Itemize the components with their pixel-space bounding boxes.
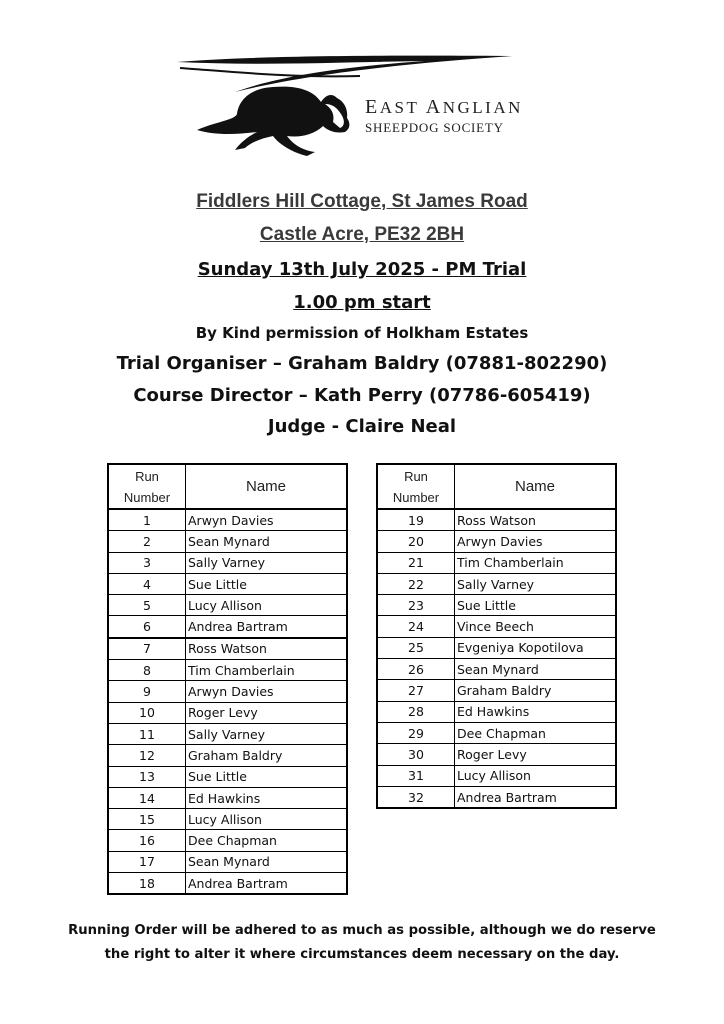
handler-name-cell: Vince Beech [455, 616, 617, 637]
handler-name-cell: Ed Hawkins [186, 787, 348, 808]
handler-name-cell: Arwyn Davies [186, 509, 348, 531]
handler-name-cell: Arwyn Davies [455, 531, 617, 552]
table-row [377, 722, 616, 743]
table-row [377, 765, 616, 786]
run-number-cell: 6 [108, 616, 186, 638]
table-row [377, 595, 616, 616]
permission-note: By Kind permission of Holkham Estates [195, 324, 529, 342]
handler-name-cell: Andrea Bartram [186, 873, 348, 895]
run-number-cell: 29 [377, 722, 455, 743]
handler-name-cell: Sally Varney [455, 573, 617, 594]
run-number-cell: 14 [108, 787, 186, 808]
running-order-table-left [107, 463, 348, 895]
table-row [108, 809, 347, 830]
table-row [108, 531, 347, 552]
table-row [377, 701, 616, 722]
footer-line2: the right to alter it where circumstances deem necessary on the day. [104, 947, 620, 962]
logo-title: EAST ANGLIAN [365, 96, 523, 118]
table-row [377, 509, 616, 531]
run-number-cell: 26 [377, 659, 455, 680]
handler-name-cell: Sean Mynard [186, 851, 348, 872]
run-number-cell: 24 [377, 616, 455, 637]
table-row [108, 681, 347, 702]
handler-name-cell: Ross Watson [186, 638, 348, 660]
table-row [108, 787, 347, 808]
handler-name-cell: Andrea Bartram [186, 616, 348, 638]
run-number-cell: 3 [108, 552, 186, 573]
handler-name-cell: Graham Baldry [455, 680, 617, 701]
venue-address-line2: Castle Acre, PE32 2BH [259, 224, 465, 245]
run-number-cell: 1 [108, 509, 186, 531]
run-number-cell: 16 [108, 830, 186, 851]
handler-name-cell: Arwyn Davies [186, 681, 348, 702]
run-number-cell: 9 [108, 681, 186, 702]
name-header: Name [186, 464, 348, 509]
table-row [108, 552, 347, 573]
handler-name-cell: Sally Varney [186, 552, 348, 573]
handler-name-cell: Graham Baldry [186, 745, 348, 766]
run-number-header: Run Number [377, 464, 455, 509]
table-row [108, 573, 347, 594]
table-row [108, 702, 347, 723]
table-row [108, 745, 347, 766]
table-row [108, 851, 347, 872]
run-number-cell: 19 [377, 509, 455, 531]
run-number-cell: 20 [377, 531, 455, 552]
venue-address-line1: Fiddlers Hill Cottage, St James Road [196, 191, 528, 212]
run-number-header: Run Number [108, 464, 186, 509]
run-number-cell: 11 [108, 723, 186, 744]
handler-name-cell: Sean Mynard [455, 659, 617, 680]
run-number-cell: 27 [377, 680, 455, 701]
handler-name-cell: Lucy Allison [186, 809, 348, 830]
run-number-cell: 4 [108, 573, 186, 594]
run-number-cell: 15 [108, 809, 186, 830]
handler-name-cell: Roger Levy [186, 702, 348, 723]
handler-name-cell: Sue Little [186, 573, 348, 594]
logo-subtitle: SHEEPDOG SOCIETY [365, 120, 504, 135]
run-number-cell: 12 [108, 745, 186, 766]
run-number-cell: 30 [377, 744, 455, 765]
table-row [377, 680, 616, 701]
run-number-cell: 7 [108, 638, 186, 660]
table-row [377, 786, 616, 808]
event-date-title: Sunday 13th July 2025 - PM Trial [197, 259, 527, 280]
table-header-row [377, 464, 616, 509]
handler-name-cell: Lucy Allison [455, 765, 617, 786]
run-number-cell: 13 [108, 766, 186, 787]
handler-name-cell: Roger Levy [455, 744, 617, 765]
table-row [108, 873, 347, 895]
handler-name-cell: Evgeniya Kopotilova [455, 637, 617, 658]
trial-organiser: Trial Organiser – Graham Baldry (07881-802290) [116, 353, 608, 374]
judge: Judge - Claire Neal [267, 416, 457, 437]
table-row [108, 723, 347, 744]
table-row [377, 531, 616, 552]
table-row [377, 616, 616, 637]
course-director: Course Director – Kath Perry (07786-605419) [133, 385, 591, 406]
handler-name-cell: Tim Chamberlain [455, 552, 617, 573]
handler-name-cell: Dee Chapman [186, 830, 348, 851]
run-number-cell: 8 [108, 660, 186, 681]
run-number-cell: 2 [108, 531, 186, 552]
handler-name-cell: Andrea Bartram [455, 786, 617, 808]
table-row [108, 616, 347, 638]
run-number-cell: 18 [108, 873, 186, 895]
handler-name-cell: Tim Chamberlain [186, 660, 348, 681]
run-number-cell: 32 [377, 786, 455, 808]
run-number-cell: 31 [377, 765, 455, 786]
table-row [108, 509, 347, 531]
footer-note [0, 919, 724, 967]
table-row [108, 595, 347, 616]
table-row [377, 552, 616, 573]
run-number-cell: 17 [108, 851, 186, 872]
footer-line1: Running Order will be adhered to as much as possible, although we do reserve [68, 923, 656, 938]
table-row [377, 659, 616, 680]
handler-name-cell: Ross Watson [455, 509, 617, 531]
handler-name-cell: Sue Little [186, 766, 348, 787]
handler-name-cell: Lucy Allison [186, 595, 348, 616]
table-header-row [108, 464, 347, 509]
run-number-cell: 23 [377, 595, 455, 616]
table-row [377, 637, 616, 658]
handler-name-cell: Ed Hawkins [455, 701, 617, 722]
run-number-cell: 28 [377, 701, 455, 722]
table-row [108, 766, 347, 787]
run-number-cell: 25 [377, 637, 455, 658]
handler-name-cell: Sally Varney [186, 723, 348, 744]
table-row [377, 573, 616, 594]
handler-name-cell: Sean Mynard [186, 531, 348, 552]
run-number-cell: 21 [377, 552, 455, 573]
handler-name-cell: Sue Little [455, 595, 617, 616]
running-order-table-right [376, 463, 617, 809]
name-header: Name [455, 464, 617, 509]
handler-name-cell: Dee Chapman [455, 722, 617, 743]
table-row [108, 830, 347, 851]
table-row [377, 744, 616, 765]
run-number-cell: 5 [108, 595, 186, 616]
run-number-cell: 22 [377, 573, 455, 594]
table-row [108, 638, 347, 660]
table-row [108, 660, 347, 681]
event-start-time: 1.00 pm start [293, 292, 431, 313]
run-number-cell: 10 [108, 702, 186, 723]
